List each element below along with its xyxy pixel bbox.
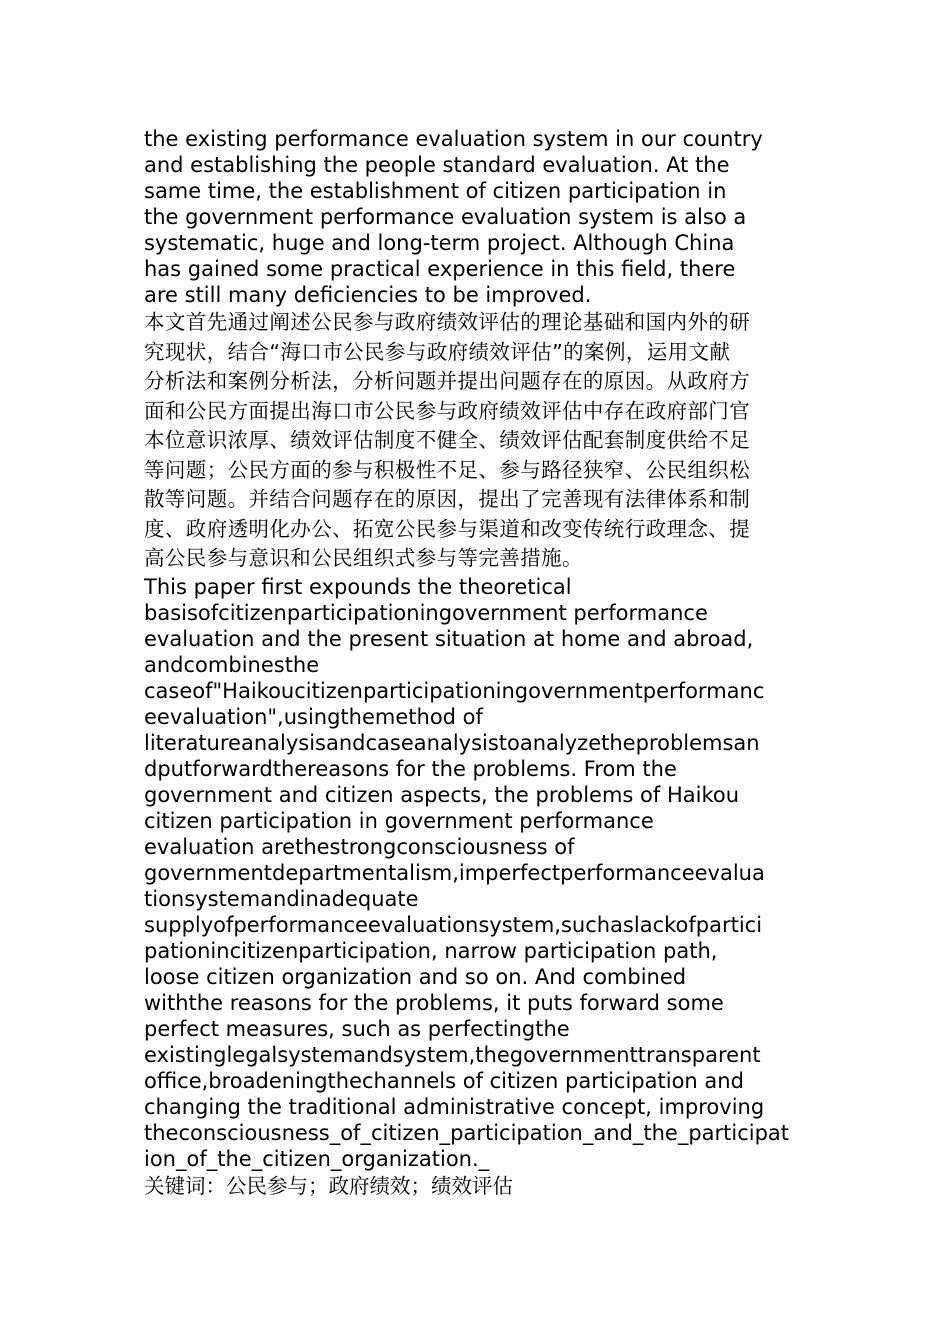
english-continuation-paragraph: the existing performance evaluation system in our country and establishing the people standard evaluation. At the same time, the establishment of citizen participation in the government performance evaluation system is also a systematic, huge and long-term project. Although China has gained some practical experience in this field, there are still many deficiencies to be improved.: [144, 127, 763, 307]
keywords-line: 关键词：公民参与；政府绩效；绩效评估: [144, 1173, 513, 1198]
chinese-abstract-paragraph: 本文首先通过阐述公民参与政府绩效评估的理论基础和国内外的研 究现状，结合“海口市公民参与政府绩效评估”的案例，运用文献 分析法和案例分析法，分析问题并提出问题存在的原因。从政府方 面和公民方面提出海口市公民参与政府绩效评估中存在政府部门官 本位意识浓厚、绩效评估制度不健全、绩效评估配套制度供给不足 等问题；公民方面的参与积极性不足、参与路径狭窄、公民组织松 散等问题。并结合问题存在的原因，提出了完善现有法律体系和制 度、政府透明化办公、拓宽公民参与渠道和改变传统行政理念、提 高公民参与意识和公民组织式参与等完善措施。: [144, 310, 751, 570]
document-page: [144, 126, 810, 1201]
english-abstract-paragraph: This paper first expounds the theoretical basisofcitizenparticipationingovernment performance evaluation and the present situation at home and abroad, andcombinesthe caseof"Haikoucitizenparticipationingovernmentperformanc eevaluation",usingthemethod of literatureanalysisandcaseanalysistoanalyzetheproblemsan dputforwardthereasons for the problems. From the government and citizen aspects, the problems of Haikou citizen participation in government performance evaluation arethestrongconsciousness of governmentdepartmentalism,imperfectperformanceevalua tionsystemandinadequate supplyofperformanceevaluationsystem,suchaslackofpartici pationincitizenparticipation, narrow participation path, loose citizen organization and so on. And combined withthe reasons for the problems, it puts forward some perfect measures, such as perfectingthe existinglegalsystemandsystem,thegovernmenttransparent office,broadeningthechannels of citizen participation and changing the traditional administrative concept, improving theconsciousness_of_citizen_participation_and_the_participat ion_of_the_citizen_organization._: [144, 574, 790, 1171]
